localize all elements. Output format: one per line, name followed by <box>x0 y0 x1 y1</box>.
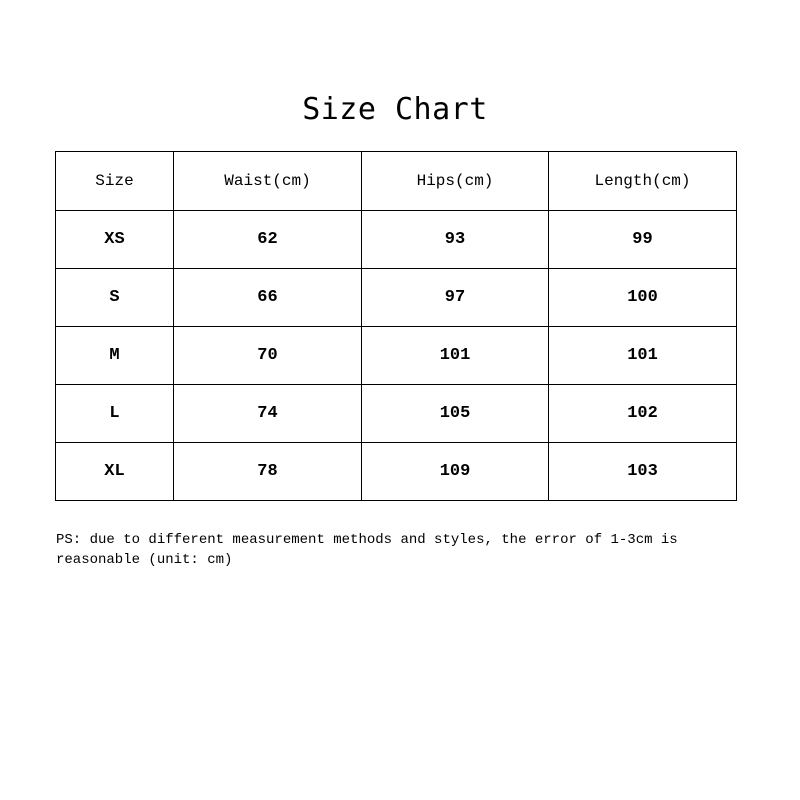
waist-cell: 66 <box>174 269 362 327</box>
column-header-length: Length(cm) <box>549 152 737 211</box>
table-row <box>56 269 737 327</box>
size-cell: L <box>56 385 174 443</box>
length-cell: 103 <box>549 443 737 501</box>
size-cell: S <box>56 269 174 327</box>
hips-cell: 93 <box>362 211 549 269</box>
table-row <box>56 385 737 443</box>
size-cell: XS <box>56 211 174 269</box>
waist-cell: 70 <box>174 327 362 385</box>
table-row <box>56 211 737 269</box>
page-title: Size Chart <box>302 92 488 127</box>
hips-cell: 109 <box>362 443 549 501</box>
size-cell: M <box>56 327 174 385</box>
table-row <box>56 327 737 385</box>
length-cell: 102 <box>549 385 737 443</box>
length-cell: 99 <box>549 211 737 269</box>
hips-cell: 105 <box>362 385 549 443</box>
column-header-size: Size <box>56 152 174 211</box>
waist-cell: 78 <box>174 443 362 501</box>
hips-cell: 101 <box>362 327 549 385</box>
length-cell: 100 <box>549 269 737 327</box>
column-header-waist: Waist(cm) <box>174 152 362 211</box>
table-row <box>56 443 737 501</box>
size-cell: XL <box>56 443 174 501</box>
size-chart-table <box>55 151 737 501</box>
table-header-row <box>56 152 737 211</box>
hips-cell: 97 <box>362 269 549 327</box>
length-cell: 101 <box>549 327 737 385</box>
waist-cell: 74 <box>174 385 362 443</box>
column-header-hips: Hips(cm) <box>362 152 549 211</box>
waist-cell: 62 <box>174 211 362 269</box>
measurement-note: PS: due to different measurement methods and styles, the error of 1-3cm is reasonable (unit: cm) <box>56 532 678 568</box>
